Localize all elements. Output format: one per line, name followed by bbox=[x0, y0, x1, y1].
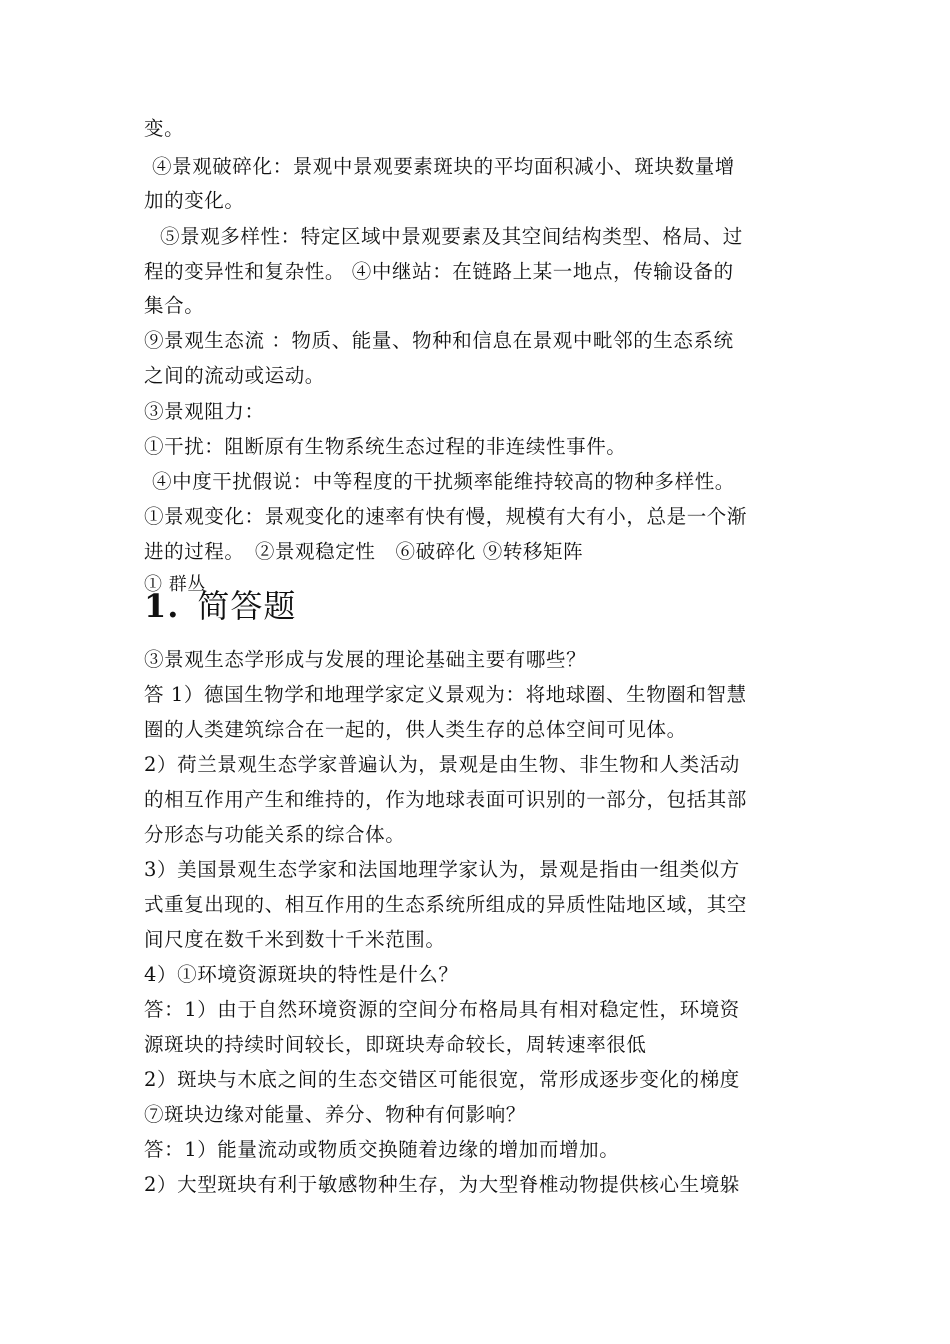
text-line: ③景观生态学形成与发展的理论基础主要有哪些？ bbox=[144, 648, 587, 671]
text-line: ⑨景观生态流 ：物质、能量、物种和信息在景观中毗邻的生态系统 bbox=[144, 329, 734, 352]
text-line: 2）大型斑块有利于敏感物种生存，为大型脊椎动物提供核心生境躲 bbox=[144, 1173, 740, 1196]
text-line: 集合。 bbox=[144, 294, 205, 317]
text-line: 程的变异性和复杂性。 ④中继站：在链路上某一地点，传输设备的 bbox=[144, 260, 734, 283]
text-line: ④中度干扰假说：中等程度的干扰频率能维持较高的物种多样性。 bbox=[152, 470, 735, 493]
text-line: 2）斑块与木底之间的生态交错区可能很宽，常形成逐步变化的梯度 bbox=[144, 1068, 740, 1091]
text-line: 式重复出现的、相互作用的生态系统所组成的异质性陆地区域，其空 bbox=[144, 893, 748, 916]
text-line: 变。 bbox=[144, 117, 185, 140]
heading-text: 简答题 bbox=[197, 587, 297, 625]
text-line: ①干扰：阻断原有生物系统生态过程的非连续性事件。 bbox=[144, 435, 627, 458]
text-line: 进的过程。 ②景观稳定性 ⑥破碎化 ⑨转移矩阵 bbox=[144, 540, 584, 563]
section-heading bbox=[144, 582, 296, 630]
text-line: 2）荷兰景观生态学家普遍认为，景观是由生物、非生物和人类活动 bbox=[144, 753, 740, 776]
text-line: 3）美国景观生态学家和法国地理学家认为，景观是指由一组类似方 bbox=[144, 858, 740, 881]
text-line: ④景观破碎化：景观中景观要素斑块的平均面积减小、斑块数量增 bbox=[152, 155, 735, 178]
text-line: 的相互作用产生和维持的，作为地球表面可识别的一部分，包括其部 bbox=[144, 788, 748, 811]
text-line: ⑤景观多样性：特定区域中景观要素及其空间结构类型、格局、过 bbox=[160, 225, 743, 248]
overlapping-text: ① 群丛 bbox=[144, 574, 206, 595]
text-line: 答 1）德国生物学和地理学家定义景观为：将地球圈、生物圈和智慧 bbox=[144, 683, 747, 706]
text-line: 分形态与功能关系的综合体。 bbox=[144, 823, 406, 846]
heading-number: 1. bbox=[144, 587, 180, 625]
text-line: 之间的流动或运动。 bbox=[144, 364, 325, 387]
text-line: ⑦斑块边缘对能量、养分、物种有何影响？ bbox=[144, 1103, 526, 1126]
text-line: 答：1）能量流动或物质交换随着边缘的增加而增加。 bbox=[144, 1138, 620, 1161]
text-line: 源斑块的持续时间较长，即斑块寿命较长，周转速率很低 bbox=[144, 1033, 647, 1056]
text-line: ①景观变化：景观变化的速率有快有慢，规模有大有小，总是一个渐 bbox=[144, 505, 748, 528]
text-line: 间尺度在数千米到数十千米范围。 bbox=[144, 928, 446, 951]
text-line: 圈的人类建筑综合在一起的，供人类生存的总体空间可见体。 bbox=[144, 718, 687, 741]
text-line: 答：1）由于自然环境资源的空间分布格局具有相对稳定性，环境资 bbox=[144, 998, 740, 1021]
text-line: 加的变化。 bbox=[144, 189, 245, 212]
text-line: 4）①环境资源斑块的特性是什么？ bbox=[144, 963, 459, 986]
text-line: ③景观阻力： bbox=[144, 400, 265, 423]
